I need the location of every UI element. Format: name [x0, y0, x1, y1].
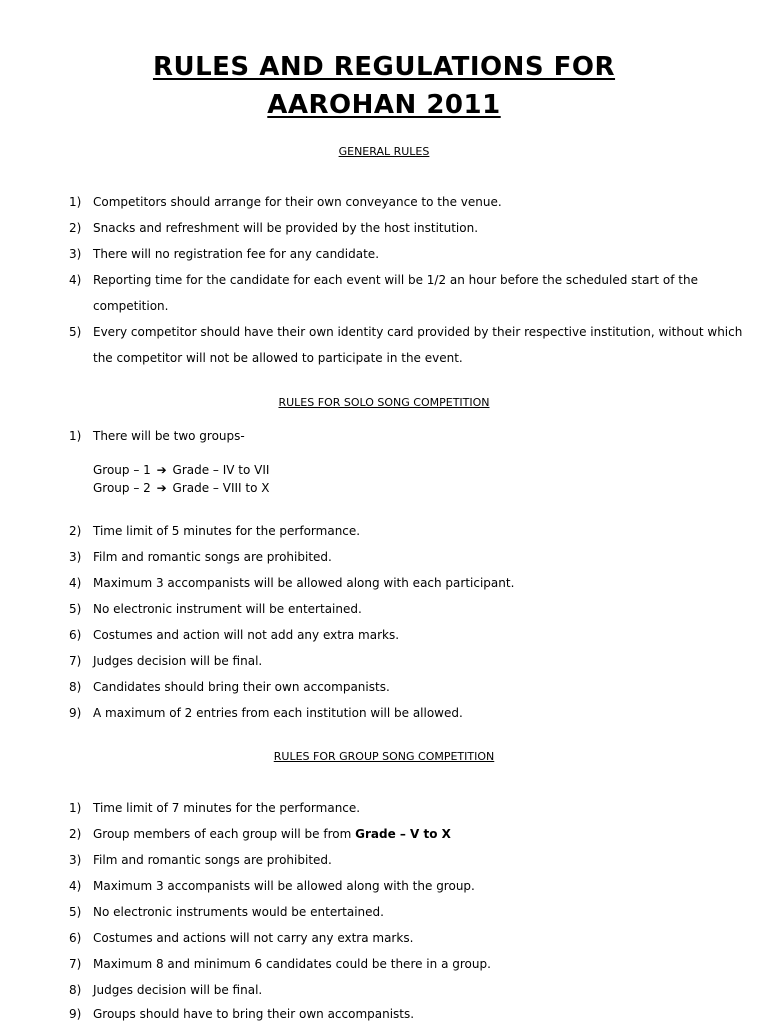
item-number: 4) [69, 576, 82, 590]
general-rules-heading: GENERAL RULES [338, 145, 430, 158]
item-text: Competitors should arrange for their own conveyance to the venue. [93, 195, 502, 209]
document-title-line-2: AAROHAN 2011 [267, 90, 501, 120]
item-text: Costumes and actions will not carry any extra marks. [93, 931, 414, 945]
group-grade: Grade – IV to VII [172, 463, 270, 477]
group-grade: Grade – VIII to X [172, 481, 270, 495]
item-number: 3) [69, 853, 82, 867]
group-song-heading: RULES FOR GROUP SONG COMPETITION [273, 750, 495, 763]
arrow-right-icon: ➔ [156, 463, 167, 477]
item-number: 7) [69, 654, 82, 668]
item-number: 5) [69, 325, 82, 339]
item-number: 8) [69, 680, 82, 694]
item-number: 1) [69, 801, 82, 815]
item-text: Film and romantic songs are prohibited. [93, 853, 332, 867]
group-label: Group – 1 [93, 463, 151, 477]
document-title-line-1: RULES AND REGULATIONS FOR [152, 52, 616, 82]
item-number: 2) [69, 524, 82, 538]
grade-range: Grade – V to X [355, 827, 451, 841]
item-number: 5) [69, 602, 82, 616]
item-number: 3) [69, 247, 82, 261]
item-text: Costumes and action will not add any extra marks. [93, 628, 400, 642]
item-number: 8) [69, 983, 82, 997]
item-text: Time limit of 7 minutes for the performance. [93, 801, 361, 815]
item-number: 9) [69, 1007, 82, 1021]
item-number: 2) [69, 221, 82, 235]
item-text: Judges decision will be final. [93, 983, 263, 997]
item-number: 4) [69, 879, 82, 893]
item-number: 9) [69, 706, 82, 720]
item-text: Film and romantic songs are prohibited. [93, 550, 332, 564]
item-text: Candidates should bring their own accompanists. [93, 680, 390, 694]
item-text: Groups should have to bring their own accompanists. [93, 1007, 415, 1021]
item-text-continued: the competitor will not be allowed to participate in the event. [93, 351, 463, 365]
item-text: Time limit of 5 minutes for the performance. [93, 524, 361, 538]
group-line [93, 462, 269, 478]
item-number: 1) [69, 429, 82, 443]
item-text: No electronic instrument will be entertained. [93, 602, 362, 616]
item-text: Maximum 8 and minimum 6 candidates could be there in a group. [93, 957, 491, 971]
item-number: 7) [69, 957, 82, 971]
item-text: Every competitor should have their own identity card provided by their respective institution, without which [93, 325, 743, 339]
item-text: There will be two groups- [93, 429, 245, 443]
item-number: 4) [69, 273, 82, 287]
item-text: A maximum of 2 entries from each institution will be allowed. [93, 706, 463, 720]
group-line [93, 480, 269, 496]
solo-song-heading: RULES FOR SOLO SONG COMPETITION [278, 396, 490, 409]
item-text: No electronic instruments would be entertained. [93, 905, 384, 919]
item-text: There will no registration fee for any candidate. [93, 247, 380, 261]
group-label: Group – 2 [93, 481, 151, 495]
item-text: Snacks and refreshment will be provided by the host institution. [93, 221, 479, 235]
item-text: Group members of each group will be from Grade – V to X [93, 827, 451, 841]
arrow-right-icon: ➔ [156, 481, 167, 495]
item-text: Reporting time for the candidate for each event will be 1/2 an hour before the scheduled start of the [93, 273, 698, 287]
item-number: 5) [69, 905, 82, 919]
item-number: 6) [69, 931, 82, 945]
item-text-continued: competition. [93, 299, 169, 313]
item-text: Maximum 3 accompanists will be allowed along with the group. [93, 879, 475, 893]
item-number: 3) [69, 550, 82, 564]
item-text: Judges decision will be final. [93, 654, 263, 668]
item-number: 2) [69, 827, 82, 841]
item-number: 1) [69, 195, 82, 209]
item-text: Maximum 3 accompanists will be allowed along with each participant. [93, 576, 515, 590]
item-number: 6) [69, 628, 82, 642]
